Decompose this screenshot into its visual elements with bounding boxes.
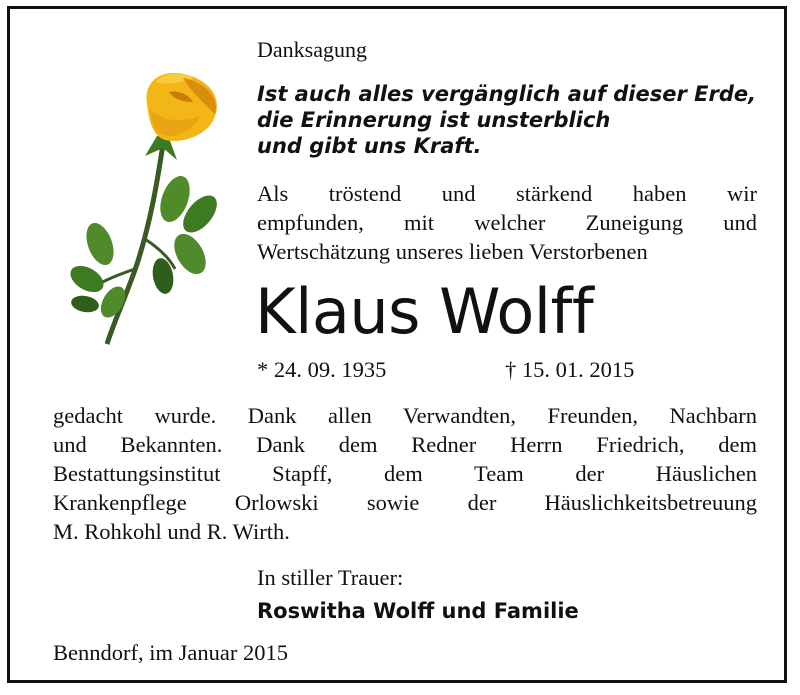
obituary-frame: [7, 6, 787, 683]
deceased-name: Klaus Wolff: [255, 275, 594, 348]
thanks-line: und Bekannten. Dank dem Redner Herrn Friedrich, dem: [53, 432, 757, 457]
memorial-quote: [257, 81, 756, 159]
intro-line: empfunden, mit welcher Zuneigung und: [257, 210, 757, 235]
family-signature: Roswitha Wolff und Familie: [257, 599, 579, 623]
mourning-label: In stiller Trauer:: [257, 565, 404, 590]
thanks-line: Krankenpflege Orlowski sowie der Häuslichkeitsbetreuung: [53, 490, 757, 515]
intro-line: Wertschätzung unseres lieben Verstorbenen: [257, 239, 648, 264]
thanks-line: gedacht wurde. Dank allen Verwandten, Freunden, Nachbarn: [53, 403, 757, 428]
birth-date: * 24. 09. 1935: [257, 357, 387, 382]
quote-line: die Erinnerung ist unsterblich: [257, 108, 611, 132]
intro-line: Als tröstend und stärkend haben wir: [257, 181, 757, 206]
quote-line: Ist auch alles vergänglich auf dieser Erde,: [257, 82, 757, 106]
quote-line: und gibt uns Kraft.: [257, 134, 482, 158]
place-date: Benndorf, im Januar 2015: [53, 640, 288, 665]
yellow-rose-icon: [65, 64, 235, 349]
thanks-line: M. Rohkohl und R. Wirth.: [53, 519, 290, 544]
death-date: † 15. 01. 2015: [505, 357, 635, 382]
notice-heading: Danksagung: [257, 37, 367, 62]
thanks-line: Bestattungsinstitut Stapff, dem Team der Häuslichen: [53, 461, 757, 486]
